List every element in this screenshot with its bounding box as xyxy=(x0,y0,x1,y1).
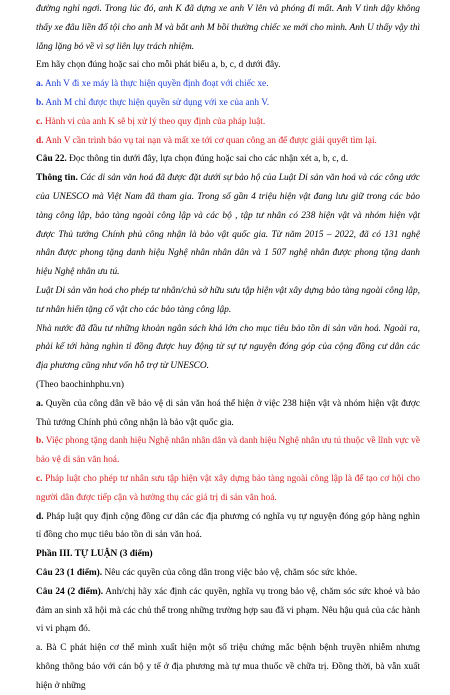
q22-statement-c-text: Pháp luật cho phép tư nhân sưu tập hiện vật xây dựng bảo tàng ngoài công lập là để tạo cơ hội cho người dân được tiếp cận và hưởng thụ các giá trị di sản văn hoá. xyxy=(36,473,420,503)
q22-instruction: Đọc thông tin dưới đây, lựa chọn đúng hoặc sai cho các nhận xét a, b, c, d. xyxy=(66,154,349,165)
q22-title: Câu 22. xyxy=(36,154,67,165)
q21-option-c-text: Hành vi của anh K sẽ bị xử lý theo quy định của pháp luật. xyxy=(42,116,266,127)
q21-option-a-text: Anh V đi xe máy là thực hiện quyền định đoạt với chiếc xe. xyxy=(43,79,269,90)
q22-info-p3: Nhà nước đã đầu tư những khoản ngân sách khá lớn cho mục tiêu bảo tồn di sản văn hoá. Ngoài ra, phải kể tới hàng nghìn tỉ đồng được huy động từ sự tự nguyện đóng góp của cộng đồng cư dân các địa phương cũng như vốn hỗ trợ từ UNESCO. xyxy=(36,323,420,372)
q22-statement-d xyxy=(36,508,420,546)
q21-option-d-label: d. xyxy=(36,135,44,146)
q22-statement-c-label: c. xyxy=(36,473,43,484)
q22-statement-a xyxy=(36,395,420,433)
q21-option-d-text: Anh V cần trình báo vụ tai nạn và mất xe tới cơ quan công an để được giải quyết tìm lại. xyxy=(43,135,377,146)
q21-option-c-label: c. xyxy=(36,116,43,127)
q21-option-d xyxy=(36,132,420,151)
q22-statement-c xyxy=(36,470,420,508)
q22-source: (Theo baochinhphu.vn) xyxy=(36,379,124,390)
q21-option-b-label: b. xyxy=(36,97,44,108)
document-page xyxy=(36,0,420,695)
q22-statement-a-label: a. xyxy=(36,398,44,409)
intro-paragraph: đường nghỉ ngơi. Trong lúc đó, anh K đã dựng xe anh V lên và phóng đi mất. Anh V tình dậy không thấy xe đâu liền đổ tội cho anh M và bắt anh M bồi thường chiếc xe mới cho mình. Anh U thấy vậy thì lẳng lặng bỏ về vì sợ liên lụy trách nhiệm. xyxy=(36,4,420,52)
q22-question xyxy=(36,150,420,169)
part3-heading: Phần III. TỰ LUẬN (3 điểm) xyxy=(36,549,153,560)
q22-statement-a-text: Quyền của công dân về bảo vệ di sản văn hoá thể hiện ở việc 238 hiện vật và nhóm hiện vật được Thủ tướng Chính phủ công nhận là bảo vật quốc gia. xyxy=(36,398,420,428)
q24-case-a: a. Bà C phát hiện cơ thể mình xuất hiện một số triệu chứng mắc bệnh bệnh truyền nhiễm nhưng không thông báo với cán bộ y tế ở địa phương mà tự mua thuốc về chữa trị. Đồng thời, bà vẫn xuất hiện ở những xyxy=(36,643,420,691)
q21-option-a xyxy=(36,75,420,94)
q22-info-p1-text: Các di sản văn hoá đã được đặt dưới sự bảo hộ của Luật Di sản văn hoá và các công ước của UNESCO mà Việt Nam đã tham gia. Trong số gần 4 triệu hiện vật đang lưu giữ trong các bảo tàng công lập, bảo tàng ngoài công lập và các bộ , tập tư nhân có 238 hiện vật và nhóm hiện vật được Thủ tướng Chính phủ công nhận là bảo vật quốc gia. Từ năm 2015 – 2022, đã có 131 nghệ nhân được phong tặng danh hiệu Nghệ nhân nhân dân và 1 507 nghệ nhân được phong tặng danh hiệu Nghệ nhân ưu tú. xyxy=(36,173,421,278)
q24-text: Anh/chị hãy xác định các quyền, nghĩa vụ trong bảo vệ, chăm sóc sức khoẻ và bảo đảm an sinh xã hội mà các chủ thể trong những trường hợp sau đã vi phạm. Nêu hậu quả của các hành vi vi phạm đó. xyxy=(36,586,420,635)
q22-statement-b xyxy=(36,432,420,470)
q23-question xyxy=(36,564,420,583)
q22-statement-b-text: Việc phong tặng danh hiệu Nghệ nhân nhân dân và danh hiệu Nghệ nhân ưu tú thuộc về lĩnh vực về bảo vệ di sản văn hoá. xyxy=(36,436,420,466)
q22-statement-d-text: Pháp luật quy định cộng đồng cư dân các địa phương có nghĩa vụ tự nguyện đóng góp hàng nghìn tỉ đồng cho mục tiêu bảo tồn di sản văn hoá. xyxy=(36,511,420,541)
q22-info-p2: Luật Di sản văn hoá cho phép tư nhân/chủ sở hữu sưu tập hiện vật xây dựng bảo tàng ngoài công lập, tư nhân hiến tặng cổ vật cho các bảo tàng công lập. xyxy=(36,285,420,315)
q21-option-b xyxy=(36,94,420,113)
q22-info-p1 xyxy=(36,169,420,282)
q22-info-label: Thông tin. xyxy=(36,173,78,184)
q21-option-c xyxy=(36,113,420,132)
q21-option-a-label: a. xyxy=(36,79,44,90)
q22-statement-b-label: b. xyxy=(36,436,44,447)
q21-option-b-text: Anh M chỉ được thực hiện quyền sử dụng với xe của anh V. xyxy=(43,97,270,108)
q23-text: Nêu các quyền của công dân trong việc bảo vệ, chăm sóc sức khỏe. xyxy=(102,567,358,578)
q24-title: Câu 24 (2 điểm). xyxy=(36,586,104,597)
q23-title: Câu 23 (1 điểm). xyxy=(36,567,103,578)
q21-instruction: Em hãy chọn đúng hoặc sai cho mỗi phát biểu a, b, c, d dưới đây. xyxy=(36,60,281,71)
q22-statement-d-label: d. xyxy=(36,511,44,522)
q24-question xyxy=(36,583,420,639)
